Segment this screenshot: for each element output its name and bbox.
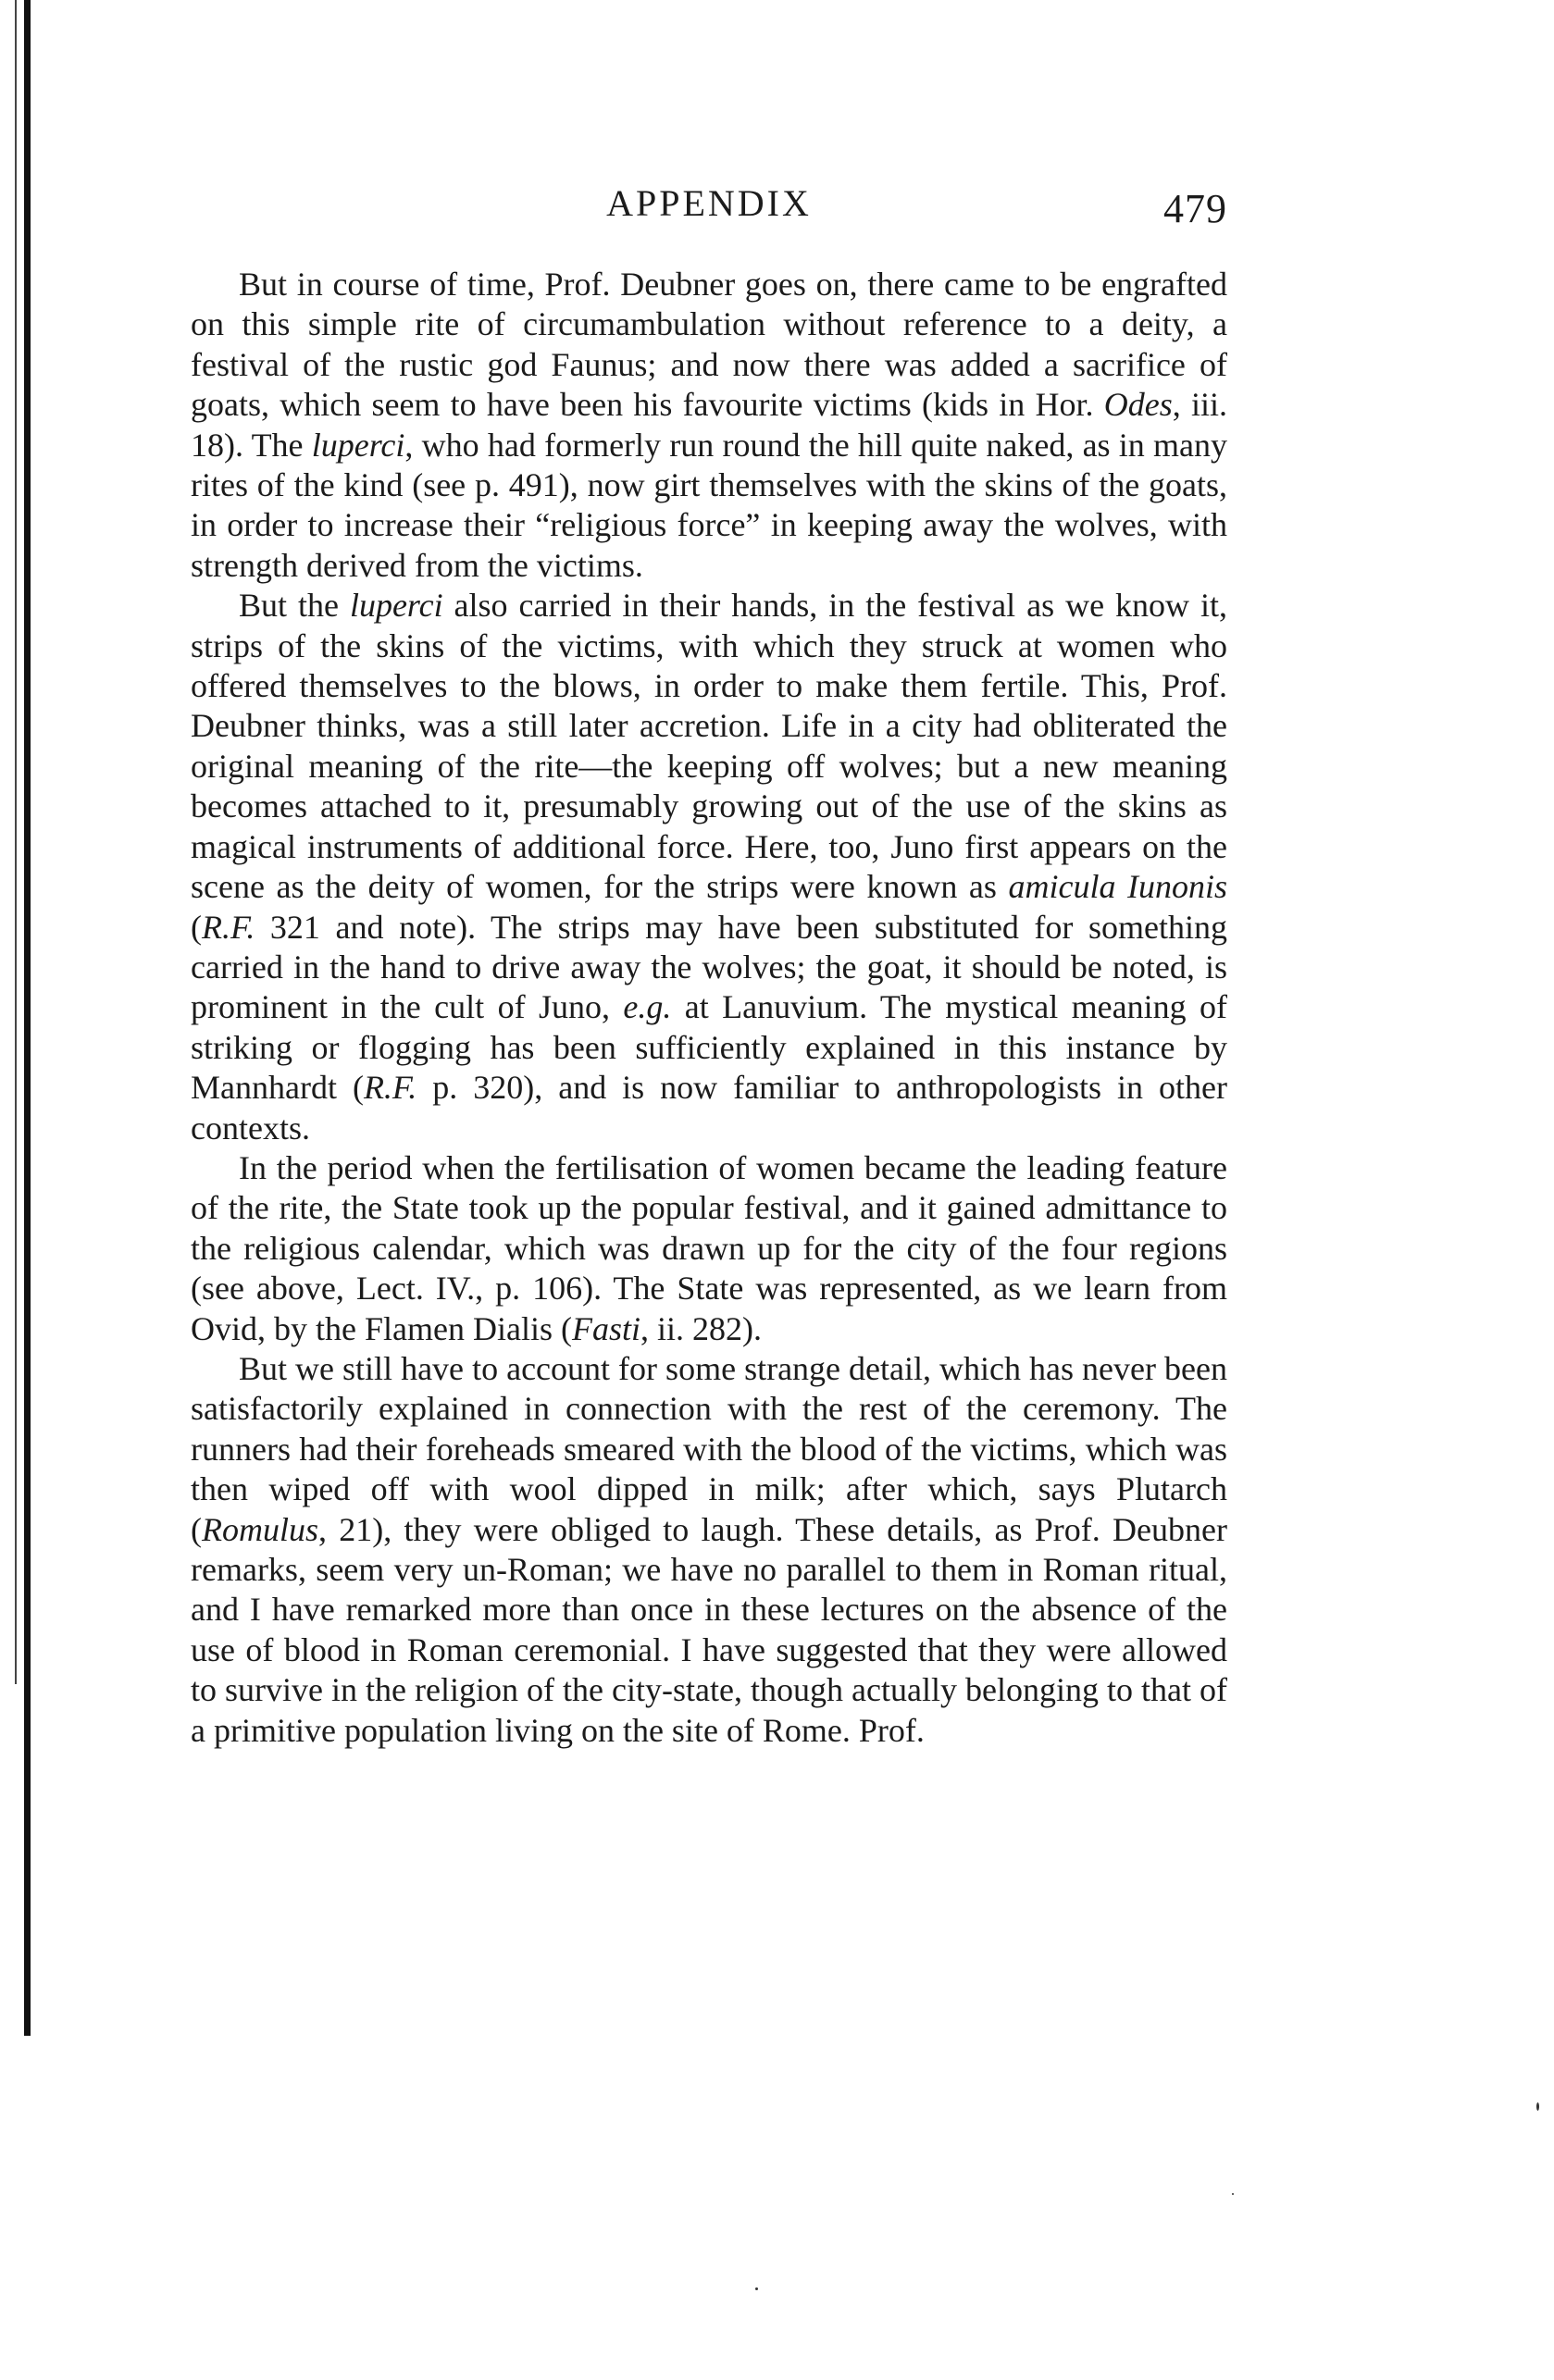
paragraph-3	[191, 1148, 1227, 1349]
italic-run: amicula Iunonis	[1008, 868, 1228, 906]
scan-speck	[1536, 2102, 1539, 2111]
italic-run: luperci	[311, 426, 405, 464]
italic-run: R.F.	[202, 908, 255, 946]
paragraph-2	[191, 586, 1227, 1148]
running-title: APPENDIX	[606, 182, 812, 224]
page-header	[191, 181, 1227, 237]
italic-run: luperci	[349, 587, 443, 625]
page-number: 479	[1163, 186, 1227, 231]
italic-run: Odes	[1103, 386, 1173, 424]
text-run: , iii. 18). The	[191, 386, 1227, 464]
text-run: But in course of time, Prof. Deubner goes on, there came to be engrafted on this simple rite of circumambulation without reference to a deity, a festival of the rustic god Faunus; and now there was added a sacrifice of goats, which seem to have been his favourite victims (kids in Hor.	[191, 266, 1227, 424]
italic-run: R.F.	[363, 1069, 417, 1107]
scan-binding-shadow	[15, 0, 17, 1684]
body-text	[191, 265, 1227, 1751]
italic-run: Fasti	[571, 1309, 640, 1347]
scan-binding-edge	[24, 0, 31, 2036]
text-run: , ii. 282).	[640, 1309, 762, 1347]
text-run: In the period when the fertilisation of women became the leading feature of the rite, the State took up the popular festival, and it gained admittance to the religious calendar, which was drawn up for the city of the four regions (see above, Lect. IV., p. 106). The State was represented, as we learn from Ovid, by the Flamen Dialis (	[191, 1148, 1227, 1347]
italic-run: Romulus	[202, 1510, 318, 1548]
paragraph-1	[191, 265, 1227, 586]
italic-run: e.g.	[623, 988, 672, 1026]
text-run: at Lanuvium. The mystical meaning of striking or flogging has been sufficiently explained in this instance by Mannhardt (	[191, 988, 1227, 1107]
text-run: 321 and note). The strips may have been substituted for something carried in the hand to drive away the wolves; the goat, it should be noted, is prominent in the cult of Juno,	[191, 908, 1227, 1026]
text-run: , 21), they were obliged to laugh. These details, as Prof. Deubner remarks, seem very un-Roman; we have no parallel to them in Roman ritual, and I have remarked more than once in these lectures on the absence of the use of blood in Roman ceremonial. I have suggested that they were allowed to survive in the religion of the city-state, though actually belonging to that of a primitive population living on the site of Rome. Prof.	[191, 1510, 1227, 1749]
scan-speck	[755, 2287, 758, 2290]
text-run: also carried in their hands, in the festival as we know it, strips of the skins of the victims, with which they struck at women who offered themselves to the blows, in order to make them fertile. This, Prof. Deubner thinks, was a still later accretion. Life in a city had obliterated the original meaning of the rite—the keeping off wolves; but a new meaning becomes attached to it, presumably growing out of the use of the skins as magical instruments of additional force. Here, too, Juno first appears on the scene as the deity of women, for the strips were known as	[191, 587, 1227, 906]
text-run: But the	[239, 587, 350, 625]
text-run: p. 320), and is now familiar to anthropologists in other contexts.	[191, 1069, 1227, 1147]
paragraph-4	[191, 1349, 1227, 1751]
scan-speck	[1232, 2193, 1234, 2195]
text-run: (	[191, 908, 202, 946]
text-run: But we still have to account for some strange detail, which has never been satisfactorily explained in connection with the rest of the ceremony. The runners had their foreheads smeared with the blood of the victims, which was then wiped off with wool dipped in milk; after which, says Plutarch (	[191, 1349, 1227, 1548]
text-run: , who had formerly run round the hill quite naked, as in many rites of the kind (see p. 491), now girt themselves with the skins of the goats, in order to increase their “religious force” in keeping away the wolves, with strength derived from the victims.	[191, 426, 1228, 584]
